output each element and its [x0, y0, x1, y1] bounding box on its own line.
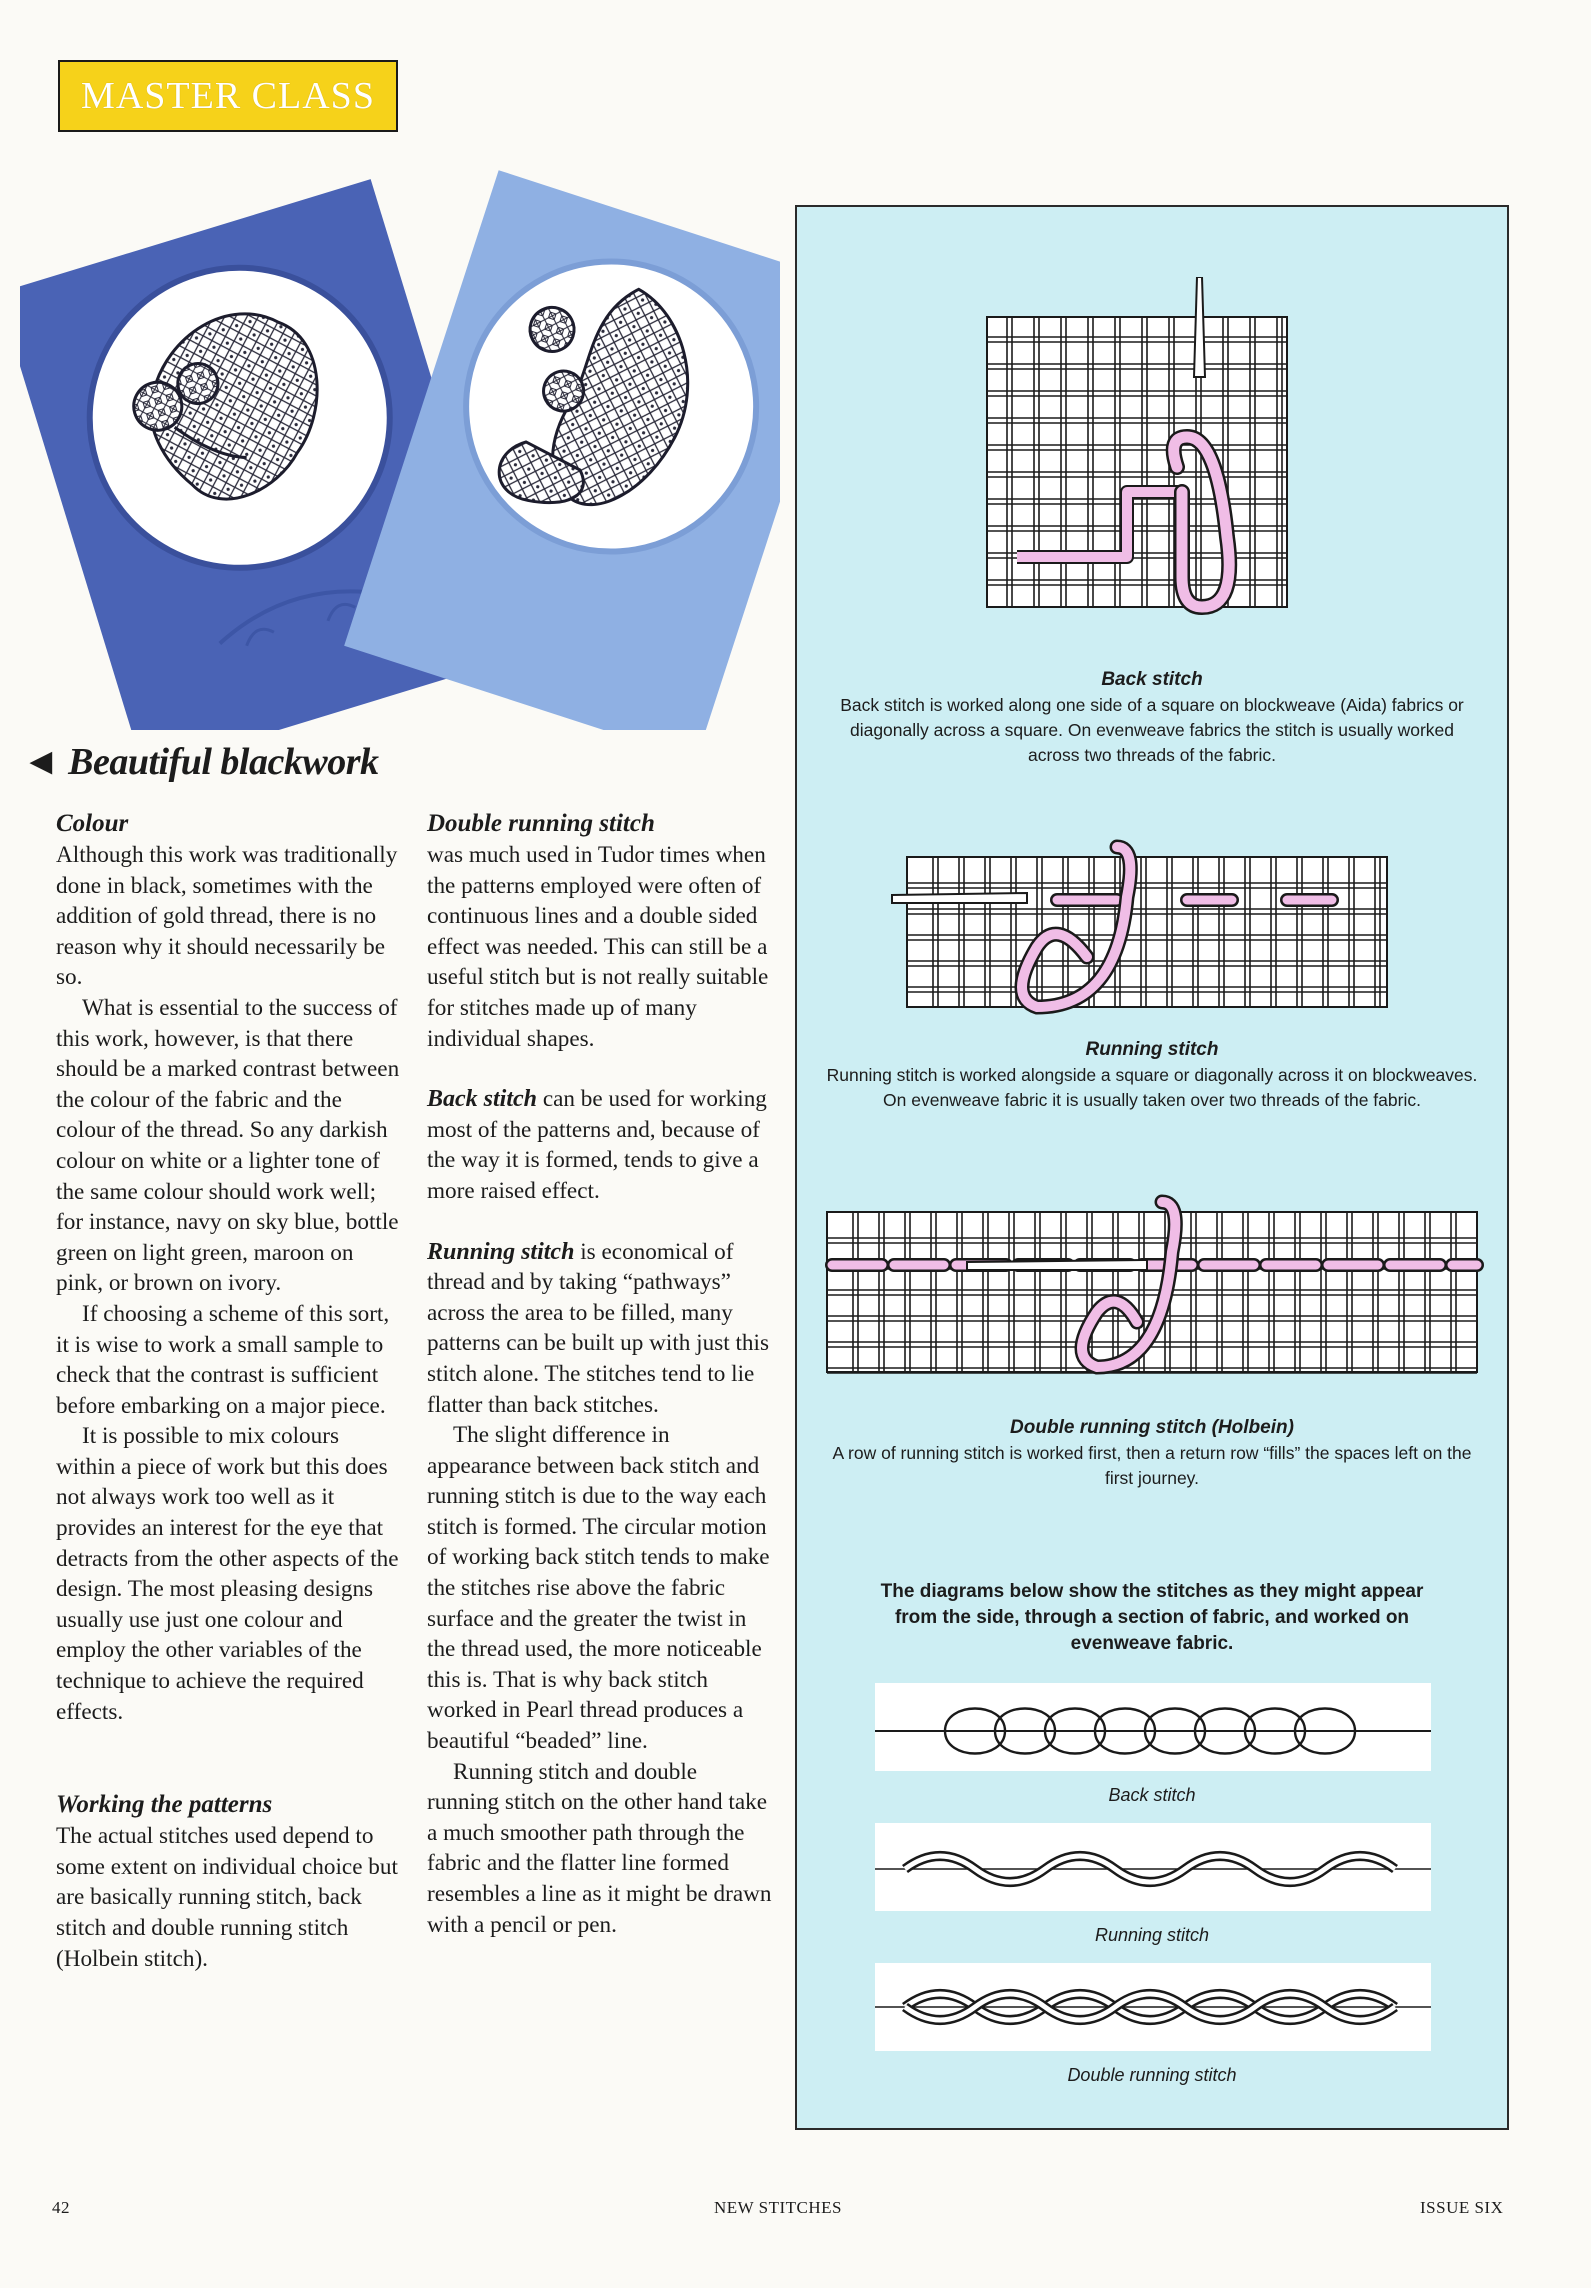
badge-label: MASTER CLASS — [81, 75, 375, 117]
cards-photo — [20, 170, 780, 730]
section-badge — [58, 60, 398, 132]
caption-double-running-stitch: Double running stitch (Holbein) — [1010, 1417, 1294, 1438]
caption-back-stitch: Back stitch — [1101, 669, 1203, 690]
double-running-stitch-diagram — [817, 1192, 1497, 1392]
light-blue-card — [344, 170, 780, 730]
running-stitch-diagram — [887, 827, 1397, 1027]
caption-double-running-text: A row of running stitch is worked first, then a return row “fills” the spaces left on the first journey. — [832, 1443, 1472, 1488]
side-caption-running: Running stitch — [1094, 1925, 1210, 1945]
side-caption-double: Double running stitch — [1067, 2065, 1237, 2085]
text-column-1 — [56, 808, 400, 1974]
paragraph: Although this work was traditionally done in black, sometimes with the addition of gold thread, there is no reason why it should necessarily be so. — [56, 842, 398, 991]
heading-colour: Colour — [56, 810, 129, 837]
caption-running-stitch-text: Running stitch is worked alongside a square or diagonally across it on blockweaves. On evenweave fabric it is usually taken over two threads of the fabric. — [826, 1065, 1478, 1110]
back-stitch-diagram — [977, 277, 1297, 637]
heading-double-running: Double running stitch — [427, 810, 655, 837]
issue-label: ISSUE SIX — [1420, 2198, 1504, 2217]
paragraph: Running stitch and double running stitch on the other hand take a much smoother path through the fabric and the flatter line formed resembles a line as it might be drawn with a pencil or pen. — [427, 1758, 772, 1938]
paragraph: The slight difference in appearance between back stitch and running stitch is due to the way each stitch is formed. The circular motion of working back stitch tends to make the stitches rise above the fabric surface and the greater the twist in the thread used, the more noticeable this is. That is why back stitch worked in Pearl thread produces a beautiful “beaded” line. — [427, 1422, 770, 1755]
back-stitch-side-view — [875, 1683, 1431, 1771]
paragraph: The actual stitches used depend to some extent on individual choice but are basically running stitch, back stitch and double running stitch (Holbein stitch). — [56, 1823, 398, 1972]
side-view-note: The diagrams below show the stitches as they might appear from the side, through a section of fabric, and worked on evenweave fabric. — [880, 1581, 1424, 1654]
double-running-stitch-side-view — [875, 1963, 1431, 2051]
magazine-name: NEW STITCHES — [714, 2198, 842, 2217]
paragraph: was much used in Tudor times when the patterns employed were often of continuous lines and a double sided effect was needed. This can still be a useful stitch but is not really suitable for stitches made up of many individual shapes. — [427, 842, 769, 1052]
caption-running-stitch: Running stitch — [1085, 1039, 1219, 1060]
page-number: 42 — [52, 2198, 70, 2217]
side-caption-back: Back stitch — [1108, 1785, 1196, 1805]
text-column-2 — [427, 808, 772, 1940]
article-headline: ◄ Beautiful blackwork — [22, 741, 379, 783]
heading-back-stitch: Back stitch — [427, 1086, 538, 1113]
caption-back-stitch-text: Back stitch is worked along one side of a square on blockweave (Aida) fabrics or diagonally across a square. On evenweave fabrics the stitch is usually worked across two threads of the fabric. — [840, 695, 1464, 765]
running-stitch-side-view — [875, 1823, 1431, 1911]
paragraph: If choosing a scheme of this sort, it is wise to work a small sample to check that the contrast is sufficient before embarking on a major piece. — [56, 1300, 390, 1419]
heading-running-stitch: Running stitch — [427, 1238, 575, 1265]
paragraph: Back stitch can be used for working most of the patterns and, because of the way it is formed, tends to give a more raised effect. — [427, 1086, 767, 1204]
paragraph: What is essential to the success of this work, however, is that there should be a marked contrast between the colour of the fabric and the colour of the thread. So any darkish colour on white or a lighter tone of the same colour should work well; for instance, navy on sky blue, bottle green on light green, maroon on pink, or brown on ivory. — [56, 994, 400, 1297]
heading-working: Working the patterns — [56, 1791, 273, 1819]
paragraph: Running stitch is economical of thread and by taking “pathways” across the area to be filled, many patterns can be built up with just this stitch alone. The stitches tend to lie flatter than back stitches. — [427, 1238, 769, 1418]
paragraph: It is possible to mix colours within a piece of work but this does not always work too well as it provides an interest for the eye that detracts from the other aspects of the design. The most pleasing designs usually use just one colour and employ the other variables of the technique to achieve the required effects. — [56, 1423, 399, 1725]
diagram-panel — [795, 205, 1509, 2130]
